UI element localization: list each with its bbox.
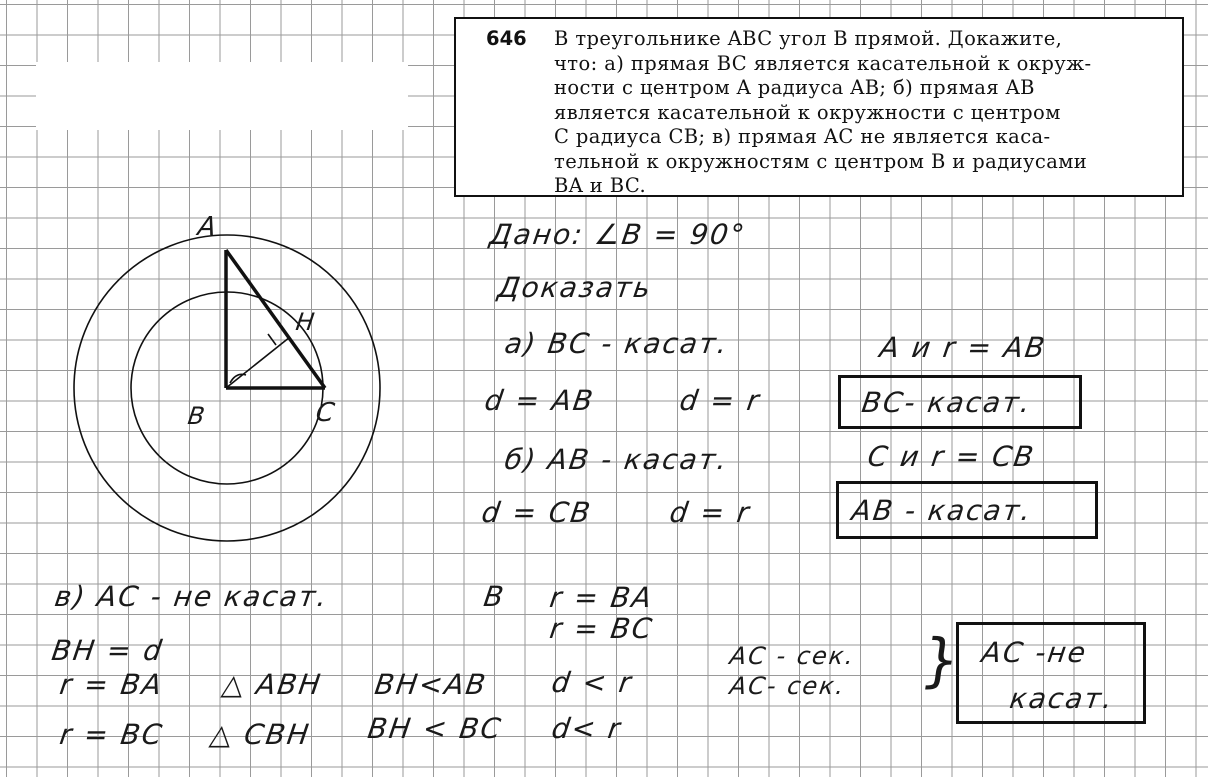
secant-1: AC - сек. xyxy=(728,642,858,670)
row1-d: d < r xyxy=(549,666,635,699)
label-h: H xyxy=(294,308,319,336)
part-a-d1: d = AB xyxy=(482,384,597,417)
task-line: C радиуса CB; в) прямая AC не является каса- xyxy=(554,125,1051,148)
part-b-circle: C и r = CB xyxy=(865,440,1038,473)
part-b-d1: d = CB xyxy=(479,496,595,529)
part-a-circle: A и r = AB xyxy=(877,331,1049,364)
part-a-d2: d = r xyxy=(677,384,763,417)
row2-d: d< r xyxy=(549,712,624,745)
task-number: 646 xyxy=(486,27,527,50)
row2-r: r = BC xyxy=(57,718,166,751)
part-c-center: B xyxy=(481,580,508,613)
task-line: В треугольнике ABC угол B прямой. Докажите, xyxy=(554,27,1063,50)
row2-triangle: △ CBH xyxy=(207,718,313,751)
part-c-bh: BH = d xyxy=(49,634,166,667)
part-a-conclusion: BC- касат. xyxy=(859,386,1034,419)
part-c-title: в) AC - не касат. xyxy=(52,580,331,613)
part-b-title: б) AB - касат. xyxy=(502,443,731,476)
label-a: A xyxy=(195,212,220,242)
part-a-title: а) BC - касат. xyxy=(502,327,731,360)
task-line: ности с центром A радиуса AB; б) прямая AB xyxy=(554,76,1035,99)
row2-compare: BH < BC xyxy=(365,712,505,745)
part-c-r1: r = BA xyxy=(547,581,656,614)
given-text: Дано: ∠B = 90° xyxy=(487,218,749,251)
part-c-conclusion-2: касат. xyxy=(1007,682,1117,715)
prove-text: Доказать xyxy=(495,271,655,304)
part-b-d2: d = r xyxy=(667,496,753,529)
task-line: тельной к окружностям с центром B и радиусами xyxy=(554,149,1088,173)
row1-r: r = BA xyxy=(57,668,166,701)
perpendicular-mark xyxy=(268,334,276,345)
label-c: C xyxy=(313,398,339,428)
row1-triangle: △ ABH xyxy=(219,668,325,701)
task-line: что: а) прямая BC является касательной к окруж- xyxy=(554,51,1092,75)
label-b: B xyxy=(186,402,209,430)
row1-compare: BH<AB xyxy=(372,668,490,701)
part-c-conclusion-1: AC -не xyxy=(979,636,1090,669)
part-b-conclusion: AB - касат. xyxy=(849,494,1035,527)
task-line: является касательной к окружности с центром xyxy=(554,100,1061,124)
secant-2: AC- сек. xyxy=(728,672,848,700)
part-c-r2: r = BC xyxy=(547,612,656,645)
altitude-bh xyxy=(226,337,290,388)
brace: } xyxy=(917,626,966,694)
task-line: BA и BC. xyxy=(554,174,647,197)
